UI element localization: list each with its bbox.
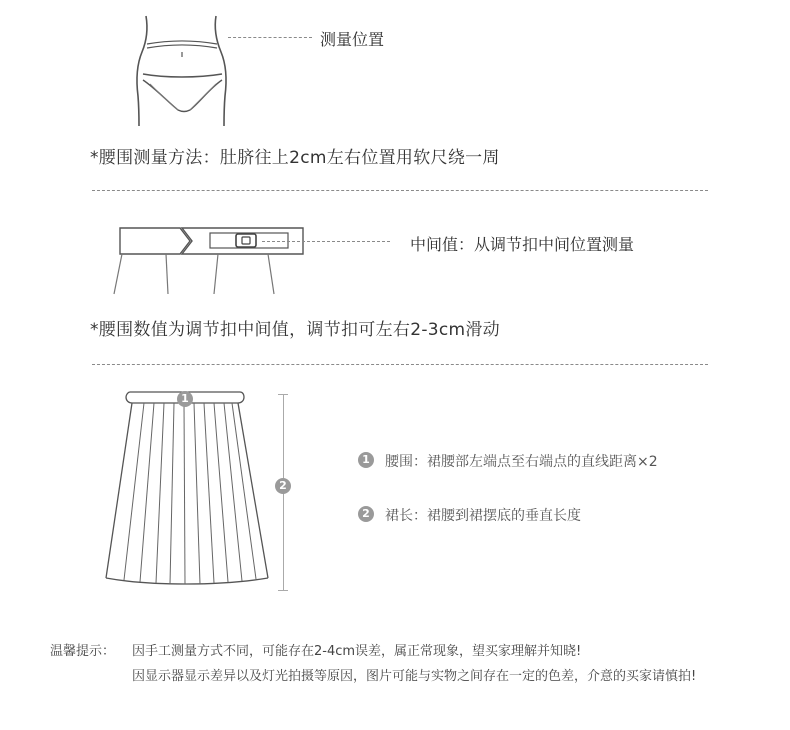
divider-1 xyxy=(92,190,708,191)
waist-item-number: 1 xyxy=(358,452,374,468)
body-waist-illustration xyxy=(130,14,240,126)
length-marker: 2 xyxy=(275,478,291,494)
waist-method-text: *腰围测量方法：肚脐往上2cm左右位置用软尺绕一周 xyxy=(90,148,500,168)
length-item-text: 裙长：裙腰到裙摆底的垂直长度 xyxy=(385,508,581,524)
tips-label: 温馨提示： xyxy=(50,644,116,659)
tips-line-2: 因显示器显示差异以及灯光拍摄等原因，图片可能与实物之间存在一定的色差，介意的买家请慎拍! xyxy=(132,669,697,684)
length-item-number: 2 xyxy=(358,506,374,522)
skirt-length-tick-bottom xyxy=(278,590,288,591)
measure-pointer-line-1 xyxy=(228,37,312,38)
tips-line-1: 因手工测量方式不同，可能存在2-4cm误差，属正常现象，望买家理解并知晓! xyxy=(132,644,582,659)
waist-item-text: 腰围：裙腰部左端点至右端点的直线距离×2 xyxy=(385,454,658,470)
waistband-buckle-illustration xyxy=(108,216,308,296)
pleated-skirt-illustration xyxy=(100,388,280,598)
middle-value-label: 中间值：从调节扣中间位置测量 xyxy=(410,235,635,254)
adjuster-method-text: *腰围数值为调节扣中间值，调节扣可左右2-3cm滑动 xyxy=(90,320,500,340)
measure-pointer-line-2 xyxy=(262,241,390,242)
waist-marker: 1 xyxy=(177,391,193,407)
measure-position-label: 测量位置 xyxy=(320,30,385,49)
divider-2 xyxy=(92,364,708,365)
skirt-length-tick-top xyxy=(278,394,288,395)
